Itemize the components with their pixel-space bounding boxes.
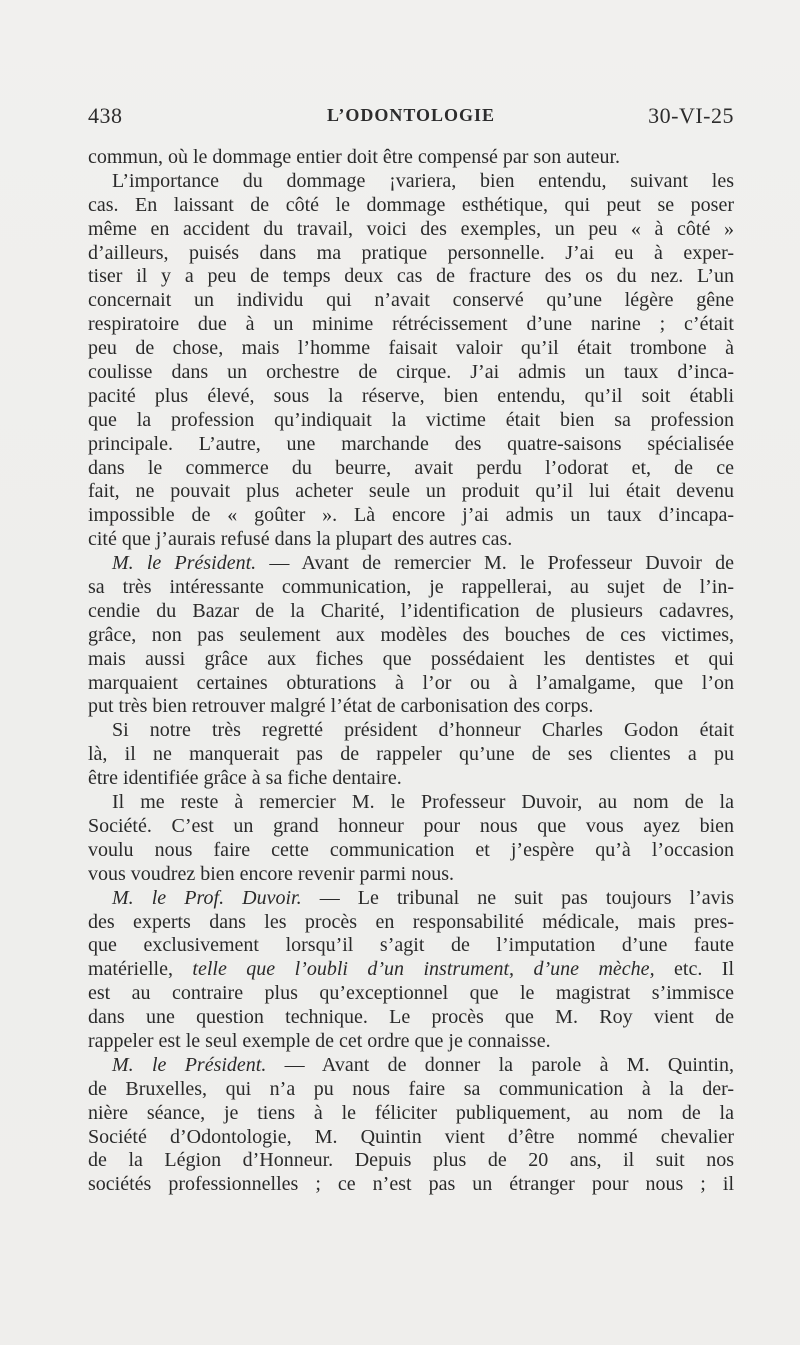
- text-run: voulu nous faire cette communication et j’espère qu’à l’occasion: [88, 838, 734, 861]
- text-line: [88, 815, 734, 839]
- text-line: [88, 313, 734, 337]
- text-line: [88, 385, 734, 409]
- text-line: [88, 719, 734, 743]
- text-run: cendie du Bazar de la Charité, l’identification de plusieurs cadavres,: [88, 599, 734, 622]
- text-run: être identifiée grâce à sa fiche dentaire.: [88, 767, 402, 790]
- text-line: [88, 743, 734, 767]
- text-line: [88, 863, 734, 887]
- text-line: [88, 791, 734, 815]
- text-line: [88, 1054, 734, 1078]
- text-run: principale. L’autre, une marchande des quatre-saisons spécialisée: [88, 432, 734, 455]
- text-line: [88, 1173, 734, 1197]
- text-run: cas. En laissant de côté le dommage esthétique, qui peut se poser: [88, 193, 734, 216]
- text-line: [88, 457, 734, 481]
- issue-date: 30-VI-25: [648, 103, 734, 128]
- text-run: mais aussi grâce aux fiches que possédaient les dentistes et qui: [88, 647, 734, 670]
- text-run: que exclusivement lorsqu’il s’agit de l’imputation d’une faute: [88, 934, 734, 957]
- journal-title: L’ODONTOLOGIE: [326, 105, 496, 125]
- text-run: sa très intéressante communication, je rappellerai, au sujet de l’in-: [88, 576, 734, 599]
- text-line: [88, 911, 734, 935]
- text-run: Si notre très regretté président d’honneur Charles Godon était: [112, 719, 734, 742]
- text-line: [88, 552, 734, 576]
- text-run: des experts dans les procès en responsabilité médicale, mais pres-: [88, 910, 734, 933]
- text-run: etc. Il: [654, 958, 735, 981]
- text-line: [88, 194, 734, 218]
- text-line: [88, 1126, 734, 1150]
- text-line: [88, 1149, 734, 1173]
- text-line: [88, 1030, 734, 1054]
- text-line: [88, 528, 734, 552]
- text-line: [88, 480, 734, 504]
- page-number: 438: [88, 103, 123, 128]
- italic-run: M. le Président.: [112, 552, 257, 575]
- text-run: respiratoire due à un minime rétrécissement d’une narine ; c’était: [88, 313, 734, 336]
- text-line: [88, 433, 734, 457]
- text-run: Société d’Odontologie, M. Quintin vient d’être nommé chevalier: [88, 1125, 734, 1148]
- text-run: est au contraire plus qu’exceptionnel que le magistrat s’immisce: [88, 982, 734, 1005]
- text-run: put très bien retrouver malgré l’état de carbonisation des corps.: [88, 695, 594, 718]
- text-run: de Bruxelles, qui n’a pu nous faire sa communication à la der-: [88, 1077, 734, 1100]
- text-line: [88, 624, 734, 648]
- text-line: [88, 934, 734, 958]
- body-text: [88, 146, 734, 1197]
- text-run: grâce, non pas seulement aux modèles des bouches de ces victimes,: [88, 623, 734, 646]
- text-run: — Avant de remercier M. le Professeur Duvoir de: [256, 552, 734, 575]
- text-run: d’ailleurs, puisés dans ma pratique personnelle. J’ai eu à exper-: [88, 241, 734, 264]
- text-run: dans une question technique. Le procès que M. Roy vient de: [88, 1006, 734, 1029]
- text-run: fait, ne pouvait plus acheter seule un produit qu’il lui était devenu: [88, 480, 734, 503]
- text-run: L’importance du dommage ¡variera, bien entendu, suivant les: [112, 169, 734, 192]
- text-line: [88, 1078, 734, 1102]
- text-run: impossible de « goûter ». Là encore j’ai admis un taux d’incapa-: [88, 504, 734, 527]
- italic-run: M. le Prof. Duvoir.: [112, 886, 302, 909]
- text-line: [88, 289, 734, 313]
- text-run: sociétés professionnelles ; ce n’est pas un étranger pour nous ; il: [88, 1173, 734, 1196]
- text-run: nière séance, je tiens à le féliciter publiquement, au nom de la: [88, 1101, 734, 1124]
- text-run: Il me reste à remercier M. le Professeur Duvoir, au nom de la: [112, 791, 734, 814]
- text-line: [88, 767, 734, 791]
- text-line: [88, 1102, 734, 1126]
- text-line: [88, 839, 734, 863]
- text-run: de la Légion d’Honneur. Depuis plus de 20 ans, il suit nos: [88, 1149, 734, 1172]
- italic-run: telle que l’oubli d’un instrument, d’une mèche,: [192, 958, 655, 981]
- text-line: [88, 1006, 734, 1030]
- text-line: [88, 576, 734, 600]
- text-run: cité que j’aurais refusé dans la plupart des autres cas.: [88, 528, 513, 551]
- text-line: [88, 337, 734, 361]
- text-line: [88, 504, 734, 528]
- text-run: — Le tribunal ne suit pas toujours l’avis: [301, 886, 734, 909]
- text-run: Société. C’est un grand honneur pour nous que vous ayez bien: [88, 814, 734, 837]
- text-run: que la profession qu’indiquait la victime était bien sa profession: [88, 408, 734, 431]
- text-line: [88, 648, 734, 672]
- text-run: tiser il y a peu de temps deux cas de fracture des os du nez. L’un: [88, 265, 734, 288]
- text-line: [88, 218, 734, 242]
- text-run: — Avant de donner la parole à M. Quintin,: [266, 1053, 734, 1076]
- text-line: [88, 982, 734, 1006]
- text-line: [88, 242, 734, 266]
- text-line: [88, 265, 734, 289]
- text-run: matérielle,: [88, 958, 193, 981]
- text-line: [88, 672, 734, 696]
- text-run: coulisse dans un orchestre de cirque. J’ai admis un taux d’inca-: [88, 361, 734, 384]
- text-line: [88, 958, 734, 982]
- text-run: commun, où le dommage entier doit être compensé par son auteur.: [88, 146, 621, 168]
- text-run: rappeler est le seul exemple de cet ordre que je connaisse.: [88, 1029, 551, 1052]
- text-line: [88, 600, 734, 624]
- text-run: concernait un individu qui n’avait conservé qu’une légère gêne: [88, 289, 734, 312]
- text-run: vous voudrez bien encore revenir parmi nous.: [88, 862, 454, 885]
- text-run: dans le commerce du beurre, avait perdu l’odorat et, de ce: [88, 456, 734, 479]
- text-run: marquaient certaines obturations à l’or ou à l’amalgame, que l’on: [88, 671, 734, 694]
- running-header: [88, 103, 734, 139]
- text-line: [88, 695, 734, 719]
- text-run: même en accident du travail, voici des exemples, un peu « à côté »: [88, 217, 734, 240]
- text-line: [88, 887, 734, 911]
- text-line: [88, 170, 734, 194]
- text-line: [88, 409, 734, 433]
- italic-run: M. le Président.: [112, 1053, 267, 1076]
- text-run: peu de chose, mais l’homme faisait valoir qu’il était trombone à: [88, 337, 734, 360]
- text-line: [88, 361, 734, 385]
- text-run: là, il ne manquerait pas de rappeler qu’une de ses clientes a pu: [88, 743, 734, 766]
- text-run: pacité plus élevé, sous la réserve, bien entendu, qu’il soit établi: [88, 384, 734, 407]
- text-line: [88, 146, 734, 170]
